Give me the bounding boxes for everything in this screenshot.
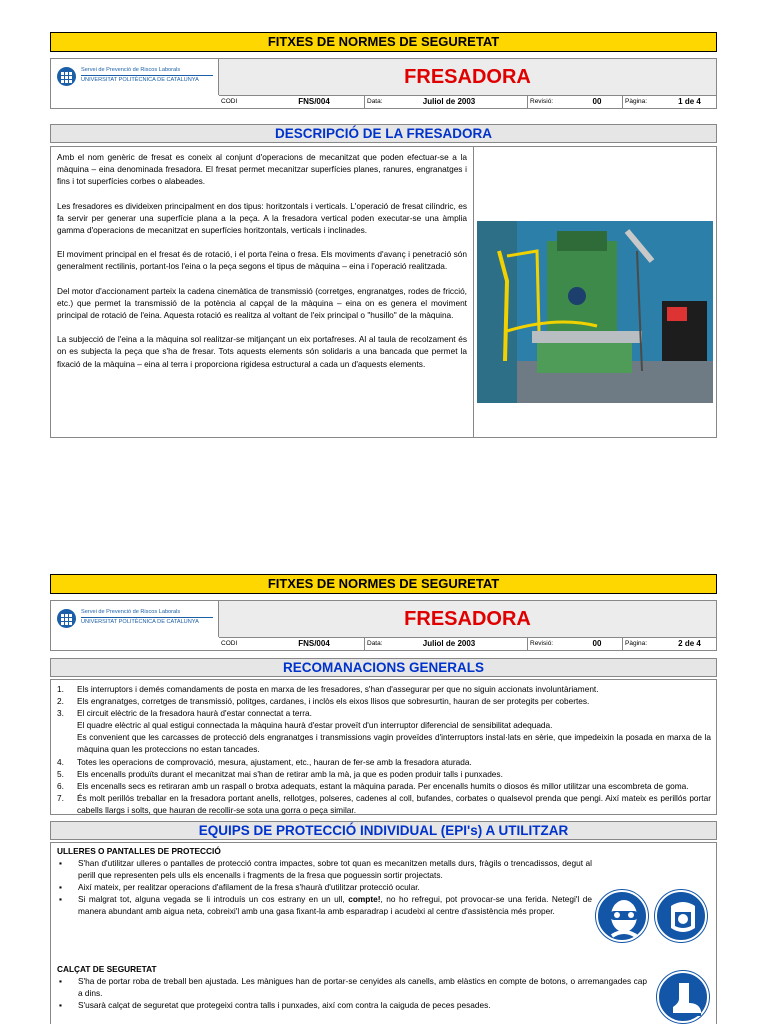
list-item: ▪ Si malgrat tot, alguna vegada se li introduís un cos estrany en un ull, compte!, no ho refregui, pot provocar-se una ferida. Netegi'l de manera abundant amb aigua neta, cobreixi'l amb una gasa fixant-la amb esparadrap i acudeixi al centre d'assistència més proper. — [59, 894, 592, 916]
descripcio-title: DESCRIPCIÓ DE LA FRESADORA — [50, 124, 717, 143]
list-item: 2. Els engranatges, corretges de transmissió, politges, cardanes, i inclòs els eixos llisos que sobresurtin, hauran de ser protegits per cobertes. — [57, 696, 590, 707]
list-item: 1. Els interruptors i demés comandaments de posta en marxa de les fresadores, s'han d'assegurar per que no siguin accionats involuntàriament. — [57, 684, 599, 694]
revisio-label: Revisió: — [527, 96, 572, 108]
upc-logo-icon — [57, 609, 76, 628]
header-logo-cell — [51, 601, 219, 637]
list-item: 3. El circuit elèctric de la fresadora haurà d'estar connectat a terra. El quadre elèctric al qual estigui connectada la màquina haurà d'estar proveït d'un interruptor diferencial de sensibilitat adequada. Es convenient que les carcasses de protecció dels engranatges i transmissions vagin proveïdes d'interruptors instal·lats en sèrie, que impedeixin la posada en marxa de la màquina quan les proteccions no estan tancades. — [57, 708, 711, 755]
epis-body — [50, 842, 717, 1024]
list-item: 5. Els encenalls produïts durant el mecanitzat mai s'han de retirar amb la mà, ja que es poden produir talls i punxades. — [57, 768, 503, 779]
calcat-list — [57, 975, 647, 1011]
document-title: FRESADORA — [219, 601, 716, 637]
milling-machine-photo — [477, 221, 713, 403]
header-logo-cell — [51, 59, 219, 95]
list-item: 4. Totes les operacions de comprovació, mesura, ajustament, etc., hauran de fer-se amb la fresadora aturada. — [57, 756, 472, 767]
calcat-heading: CALÇAT DE SEGURETAT — [57, 964, 157, 974]
list-item: ▪ S'han d'utilitzar ulleres o pantalles de protecció contra impactes, sobre tot quan es mecanitzen metalls durs, fràgils o trencadissos, degut al perill que representen pels ulls els encenalls i fragments de la fresa que poguessin sortir projectats. — [59, 858, 592, 880]
logo-university-name: UNIVERSITAT POLITÈCNICA DE CATALUNYA — [81, 77, 199, 83]
pagina-label: Pàgina: — [622, 638, 662, 650]
list-item: 6. Els encenalls secs es retiraran amb un raspall o brotxa adequats, estant la màquina parada. Per encenalls humits o diosos és millor utilitzar una escombreta de goma. — [57, 780, 689, 791]
data-value: Juliol de 2003 — [422, 639, 476, 648]
revisio-label: Revisió: — [527, 638, 572, 650]
document-title: FRESADORA — [219, 59, 716, 95]
codi-value: FNS/004 — [298, 97, 330, 106]
safety-boot-icon — [657, 971, 709, 1023]
epis-title: EQUIPS DE PROTECCIÓ INDIVIDUAL (EPI's) A UTILITZAR — [50, 821, 717, 840]
codi-label: CODI — [221, 98, 238, 105]
descripcio-paragraph: Les fresadores es divideixen principalment en dos tipus: horitzontals i verticals. L'operació de fresat cilíndric, es fa servir per generar una superfície plana a la peça. A la fresadora vertical poden executar-se una àmplia gamma d'operacions de mecanitzat en superfícies horitzontals, verticals i inclinades. — [57, 200, 467, 236]
goggles-icon — [596, 890, 648, 942]
descripcio-paragraph: La subjecció de l'eina a la màquina sol realitzar-se mitjançant un eix portafreses. Al al taula de recolzament és on es subjecta la peça que s'ha de fresar. Tots aquests elements són solidaris a una bancada que permet la fixació de la màquina – eina al terra i proporciona rigidesa estructural a cada un d'aquests elements. — [57, 334, 467, 369]
pagina-label: Pàgina: — [622, 96, 662, 108]
ulleres-section — [57, 845, 592, 917]
upc-logo-icon — [57, 67, 76, 86]
codi-label: CODI — [221, 640, 238, 647]
data-label: Data: — [364, 638, 404, 650]
sheet-header — [50, 600, 717, 651]
ulleres-heading: ULLERES O PANTALLES DE PROTECCIÓ — [57, 846, 221, 856]
logo-service-name: Servei de Prevenció de Riscos Laborals — [81, 67, 181, 73]
calcat-section — [57, 963, 647, 1011]
list-item: ▪ Així mateix, per realitzar operacions d'afilament de la fresa s'haurà d'utilitzar protecció ocular. — [59, 882, 420, 892]
sheet-header — [50, 58, 717, 109]
pagina-value: 1 de 4 — [678, 97, 701, 106]
recomanacions-title: RECOMANACIONS GENERALS — [50, 658, 717, 677]
sheet-banner: FITXES DE NORMES DE SEGURETAT — [50, 574, 717, 594]
revisio-value: 00 — [592, 639, 602, 648]
sheet-banner: FITXES DE NORMES DE SEGURETAT — [50, 32, 717, 52]
descripcio-text — [57, 151, 467, 382]
descripcio-body — [50, 146, 717, 438]
data-value: Juliol de 2003 — [422, 97, 476, 106]
descripcio-paragraph: Amb el nom genèric de fresat es coneix al conjunt d'operacions de mecanitzat que poden efectuar-se a la màquina – eina denominada fresadora. El fresat permet mecanitzar superfícies planes, ranures, engranatges i fins i tot superfícies corbes o alabeades. — [57, 152, 467, 187]
codi-value: FNS/004 — [298, 639, 330, 648]
data-label: Data: — [364, 96, 404, 108]
descripcio-paragraph: Del motor d'accionament parteix la cadena cinemàtica de transmissió (corretges, engranatges, rodes de fricció, etc.) que permet la transmissió de la potència al capçal de la màquina – eina on es genera el moviment principal de rotació de l'eina. Aquesta rotació es realitza al voltant de l'eix principal o "husillo" de la màquina. — [57, 285, 467, 321]
pagina-value: 2 de 4 — [678, 639, 701, 648]
header-meta-row — [219, 637, 716, 650]
logo-university-name: UNIVERSITAT POLITÈCNICA DE CATALUNYA — [81, 619, 199, 625]
list-item: 7. És molt perillós treballar en la fresadora portant anells, rellotges, polseres, cadenes al coll, bufandes, corbates o qualsevol prenda que pengi. Així mateix es perillós portar cabells llargs i solts, que hauran de recollir-se sota una gorra o peça similar. — [57, 792, 711, 815]
recomanacions-body — [50, 679, 717, 815]
column-divider — [473, 147, 474, 437]
university-logo — [55, 607, 215, 631]
header-meta-row — [219, 95, 716, 108]
face-shield-icon — [655, 890, 707, 942]
university-logo — [55, 65, 215, 89]
recomanacions-list — [57, 683, 711, 816]
list-item: ▪ S'usarà calçat de seguretat que protegeixi contra talls i punxades, així com contra la caiguda de peces pesades. — [59, 1000, 491, 1010]
revisio-value: 00 — [592, 97, 602, 106]
ulleres-list — [57, 857, 592, 917]
milling-machine-illustration — [477, 221, 713, 403]
list-item: ▪ S'ha de portar roba de treball ben ajustada. Les mànigues han de portar-se cenyides als canells, amb elàstics en compte de botons, o arremangades cap a dins. — [59, 976, 647, 998]
logo-service-name: Servei de Prevenció de Riscos Laborals — [81, 609, 181, 615]
descripcio-paragraph: El moviment principal en el fresat és de rotació, i el porta l'eina o fresa. Els moviments d'avanç i penetració són generalment rectilinis, portant-los l'eina o la peça segons el tipus de màquina – eina i l'operació realitzada. — [57, 249, 467, 272]
